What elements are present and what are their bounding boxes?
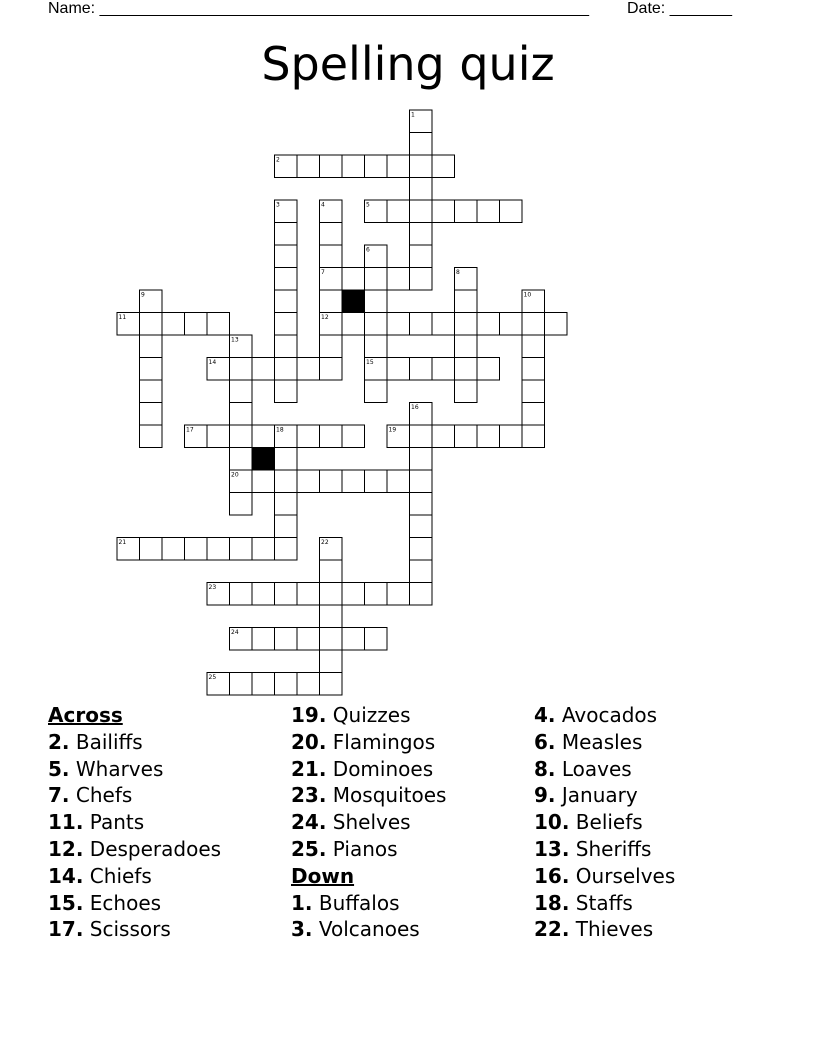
grid-cell[interactable] bbox=[230, 403, 253, 426]
grid-cell[interactable] bbox=[410, 133, 433, 156]
clue-number-label: 17 bbox=[186, 426, 194, 434]
clue-text: Sheriffs bbox=[575, 836, 652, 861]
clue-text: Echoes bbox=[89, 890, 162, 915]
clue-number: 3. bbox=[291, 917, 313, 942]
grid-cell[interactable] bbox=[320, 583, 343, 606]
grid-cell[interactable] bbox=[387, 358, 410, 381]
clue-number: 22. bbox=[534, 917, 570, 942]
grid-cell[interactable] bbox=[342, 628, 365, 651]
clue-number-label: 1 bbox=[411, 111, 415, 119]
grid-cell[interactable] bbox=[275, 358, 298, 381]
grid-cell[interactable] bbox=[275, 628, 298, 651]
grid-cell[interactable] bbox=[297, 583, 320, 606]
grid-cell[interactable] bbox=[320, 605, 343, 628]
clue-number: 5. bbox=[48, 756, 70, 781]
clue-text: Wharves bbox=[75, 756, 164, 781]
clue-number-label: 25 bbox=[208, 674, 217, 681]
grid-cell[interactable] bbox=[387, 268, 410, 291]
grid-cell[interactable] bbox=[410, 583, 433, 606]
clue-number-label: 18 bbox=[276, 426, 284, 434]
grid-cell[interactable] bbox=[477, 358, 500, 381]
clue-text: Desperadoes bbox=[89, 836, 222, 861]
grid-cell[interactable] bbox=[320, 155, 343, 178]
clue-item bbox=[534, 756, 675, 783]
clue-number-label: 10 bbox=[523, 291, 532, 299]
clue-item bbox=[291, 729, 446, 756]
clue-item bbox=[48, 863, 221, 890]
grid-cell[interactable] bbox=[365, 290, 388, 313]
grid-cell[interactable] bbox=[410, 223, 433, 246]
clue-number: 12. bbox=[48, 836, 84, 861]
grid-cell[interactable] bbox=[410, 200, 433, 223]
grid-cell[interactable] bbox=[410, 313, 433, 336]
clue-number-label: 21 bbox=[118, 539, 127, 546]
clue-number-label: 11 bbox=[118, 314, 127, 321]
clue-number: 17. bbox=[48, 917, 84, 942]
clue-item bbox=[534, 916, 675, 943]
grid-cell[interactable] bbox=[252, 673, 275, 696]
grid-cell[interactable] bbox=[252, 358, 275, 381]
clue-text: Dominoes bbox=[332, 756, 434, 781]
grid-cell[interactable] bbox=[365, 583, 388, 606]
grid-cell[interactable] bbox=[432, 200, 455, 223]
grid-cell[interactable] bbox=[297, 628, 320, 651]
grid-cell[interactable] bbox=[342, 313, 365, 336]
clue-number: 21. bbox=[291, 756, 327, 781]
clue-column-1 bbox=[48, 702, 221, 943]
clue-number: 20. bbox=[291, 729, 327, 754]
clue-number: 18. bbox=[534, 890, 570, 915]
clue-number: 10. bbox=[534, 810, 570, 835]
grid-cell[interactable] bbox=[365, 380, 388, 403]
grid-cell[interactable] bbox=[477, 313, 500, 336]
grid-cell[interactable] bbox=[275, 583, 298, 606]
grid-cell[interactable] bbox=[320, 245, 343, 268]
grid-cell[interactable] bbox=[522, 313, 545, 336]
clue-number-label: 8 bbox=[456, 269, 460, 276]
grid-cell[interactable] bbox=[500, 425, 523, 448]
grid-cell[interactable] bbox=[410, 358, 433, 381]
clue-number-label: 12 bbox=[321, 314, 329, 321]
clue-text: January bbox=[561, 783, 638, 808]
clue-number: 7. bbox=[48, 783, 70, 808]
grid-cell[interactable] bbox=[297, 470, 320, 493]
grid-cell[interactable] bbox=[455, 335, 478, 358]
grid-cell[interactable] bbox=[365, 470, 388, 493]
clue-number: 19. bbox=[291, 703, 327, 727]
clue-text: Shelves bbox=[332, 810, 411, 835]
clue-number: 1. bbox=[291, 890, 313, 915]
clue-text: Flamingos bbox=[332, 729, 436, 754]
grid-cell[interactable] bbox=[365, 335, 388, 358]
grid-cell[interactable] bbox=[432, 425, 455, 448]
grid-cell[interactable] bbox=[297, 673, 320, 696]
grid-cell[interactable] bbox=[342, 470, 365, 493]
clue-text: Buffalos bbox=[318, 890, 400, 915]
grid-cell[interactable] bbox=[410, 245, 433, 268]
clue-item bbox=[534, 782, 675, 809]
grid-cell[interactable] bbox=[252, 425, 275, 448]
clue-text: Ourselves bbox=[575, 863, 676, 888]
grid-cell[interactable] bbox=[320, 650, 343, 673]
clue-item bbox=[534, 702, 675, 729]
clue-item bbox=[291, 702, 446, 729]
grid-cell[interactable] bbox=[432, 313, 455, 336]
grid-cell[interactable] bbox=[275, 290, 298, 313]
clue-text: Thieves bbox=[575, 917, 654, 942]
grid-cell[interactable] bbox=[342, 583, 365, 606]
grid-cell[interactable] bbox=[185, 313, 208, 336]
grid-cell[interactable] bbox=[230, 583, 253, 606]
grid-cell[interactable] bbox=[410, 268, 433, 291]
grid-cell[interactable] bbox=[342, 268, 365, 291]
clue-text: Scissors bbox=[89, 917, 171, 942]
grid-cell[interactable] bbox=[252, 538, 275, 561]
grid-cell[interactable] bbox=[455, 425, 478, 448]
clue-number: 15. bbox=[48, 890, 84, 915]
clue-number-label: 2 bbox=[276, 156, 280, 164]
clue-number: 24. bbox=[291, 810, 327, 835]
grid-cell[interactable] bbox=[522, 335, 545, 358]
grid-cell[interactable] bbox=[140, 425, 163, 448]
clue-item bbox=[48, 729, 221, 756]
clue-number: 13. bbox=[534, 836, 570, 861]
grid-cell[interactable] bbox=[387, 583, 410, 606]
grid-cell[interactable] bbox=[162, 538, 185, 561]
clue-number-label: 22 bbox=[321, 539, 329, 546]
grid-cell[interactable] bbox=[455, 313, 478, 336]
clue-item bbox=[291, 916, 446, 943]
grid-cell[interactable] bbox=[410, 493, 433, 516]
clue-number: 8. bbox=[534, 756, 556, 781]
grid-cell[interactable] bbox=[410, 538, 433, 561]
clue-text: Loaves bbox=[561, 756, 632, 781]
grid-cell[interactable] bbox=[522, 425, 545, 448]
clue-number-label: 6 bbox=[366, 246, 370, 254]
grid-cell[interactable] bbox=[140, 358, 163, 381]
black-cell bbox=[342, 290, 365, 313]
clue-text: Pianos bbox=[332, 836, 398, 861]
grid-cell[interactable] bbox=[320, 290, 343, 313]
grid-cell[interactable] bbox=[275, 335, 298, 358]
grid-cell[interactable] bbox=[455, 358, 478, 381]
clue-item bbox=[48, 836, 221, 863]
grid-cell[interactable] bbox=[275, 493, 298, 516]
clue-number-label: 14 bbox=[208, 359, 217, 366]
grid-cell[interactable] bbox=[522, 358, 545, 381]
clue-item bbox=[534, 836, 675, 863]
grid-cell[interactable] bbox=[365, 628, 388, 651]
grid-cell[interactable] bbox=[230, 358, 253, 381]
clue-text: Quizzes bbox=[332, 703, 411, 727]
clue-number-label: 24 bbox=[231, 629, 239, 636]
clue-item bbox=[48, 916, 221, 943]
clue-text: Measles bbox=[561, 729, 643, 754]
clue-number: 14. bbox=[48, 863, 84, 888]
grid-cell[interactable] bbox=[275, 673, 298, 696]
clue-item bbox=[291, 890, 446, 917]
grid-cell[interactable] bbox=[455, 290, 478, 313]
grid-cell[interactable] bbox=[207, 538, 230, 561]
clue-item bbox=[534, 729, 675, 756]
grid-cell[interactable] bbox=[140, 538, 163, 561]
clue-item bbox=[534, 890, 675, 917]
clue-item bbox=[291, 756, 446, 783]
grid-cell[interactable] bbox=[320, 425, 343, 448]
grid-cell[interactable] bbox=[410, 178, 433, 201]
grid-cell[interactable] bbox=[275, 448, 298, 471]
date-field[interactable]: Date: _______ bbox=[627, 0, 732, 17]
grid-cell[interactable] bbox=[522, 403, 545, 426]
black-cell bbox=[252, 448, 275, 471]
grid-cell[interactable] bbox=[320, 335, 343, 358]
grid-cell[interactable] bbox=[320, 560, 343, 583]
grid-cell[interactable] bbox=[230, 538, 253, 561]
grid-cell[interactable] bbox=[410, 560, 433, 583]
grid-cell[interactable] bbox=[230, 493, 253, 516]
clue-text: Pants bbox=[89, 810, 145, 835]
grid-cell[interactable] bbox=[230, 673, 253, 696]
grid-cell[interactable] bbox=[140, 313, 163, 336]
clue-number: 6. bbox=[534, 729, 556, 754]
clue-number: 16. bbox=[534, 863, 570, 888]
clue-text: Mosquitoes bbox=[332, 783, 447, 808]
clue-item bbox=[291, 782, 446, 809]
clue-item bbox=[534, 863, 675, 890]
grid-cell[interactable] bbox=[320, 673, 343, 696]
grid-cell[interactable] bbox=[365, 268, 388, 291]
clue-number-label: 20 bbox=[231, 471, 239, 479]
name-field[interactable]: Name: _______________________________________________________ bbox=[48, 0, 589, 17]
grid-cell[interactable] bbox=[275, 380, 298, 403]
clue-item bbox=[48, 809, 221, 836]
grid-cell[interactable] bbox=[297, 358, 320, 381]
grid-cell[interactable] bbox=[207, 313, 230, 336]
clue-item bbox=[48, 756, 221, 783]
grid-cell[interactable] bbox=[455, 380, 478, 403]
clue-text: Bailiffs bbox=[75, 729, 143, 754]
clue-item bbox=[48, 782, 221, 809]
clue-number-label: 15 bbox=[366, 359, 374, 366]
clue-text: Avocados bbox=[561, 703, 658, 727]
clue-text: Beliefs bbox=[575, 810, 643, 835]
clue-column-2 bbox=[291, 702, 446, 943]
grid-cell[interactable] bbox=[275, 515, 298, 538]
grid-cell[interactable] bbox=[432, 358, 455, 381]
across-heading: Across bbox=[48, 703, 123, 727]
grid-cell[interactable] bbox=[455, 200, 478, 223]
grid-cell[interactable] bbox=[140, 335, 163, 358]
page-title: Spelling quiz bbox=[261, 37, 555, 91]
clue-number: 23. bbox=[291, 783, 327, 808]
grid-cell[interactable] bbox=[230, 380, 253, 403]
clue-item bbox=[291, 836, 446, 863]
grid-cell[interactable] bbox=[275, 470, 298, 493]
grid-cell[interactable] bbox=[410, 448, 433, 471]
grid-cell[interactable] bbox=[410, 425, 433, 448]
grid-cell[interactable] bbox=[140, 403, 163, 426]
clue-item bbox=[291, 809, 446, 836]
clue-number-label: 23 bbox=[208, 584, 217, 591]
clue-number-label: 13 bbox=[231, 336, 239, 344]
grid-cell[interactable] bbox=[342, 155, 365, 178]
grid-cell[interactable] bbox=[477, 425, 500, 448]
grid-cell[interactable] bbox=[275, 245, 298, 268]
clue-text: Chiefs bbox=[89, 863, 152, 888]
grid-cell[interactable] bbox=[275, 268, 298, 291]
grid-cell[interactable] bbox=[320, 628, 343, 651]
grid-cell[interactable] bbox=[477, 200, 500, 223]
grid-cell[interactable] bbox=[252, 470, 275, 493]
grid-cell[interactable] bbox=[140, 380, 163, 403]
grid-cell[interactable] bbox=[252, 583, 275, 606]
clue-text: Staffs bbox=[575, 890, 633, 915]
clue-number-label: 4 bbox=[321, 201, 325, 209]
clue-item bbox=[534, 809, 675, 836]
grid-cell[interactable] bbox=[320, 223, 343, 246]
clue-number-label: 9 bbox=[141, 291, 145, 299]
grid-cell[interactable] bbox=[387, 200, 410, 223]
grid-cell[interactable] bbox=[410, 155, 433, 178]
grid-cell[interactable] bbox=[275, 538, 298, 561]
clue-number-label: 19 bbox=[388, 426, 397, 434]
grid-cell[interactable] bbox=[252, 628, 275, 651]
clue-text: Volcanoes bbox=[318, 917, 420, 942]
grid-cell[interactable] bbox=[162, 313, 185, 336]
grid-cell[interactable] bbox=[297, 155, 320, 178]
grid-cell[interactable] bbox=[275, 223, 298, 246]
grid-cell[interactable] bbox=[275, 313, 298, 336]
grid-cell[interactable] bbox=[500, 200, 523, 223]
grid-cell[interactable] bbox=[410, 515, 433, 538]
clue-item bbox=[48, 890, 221, 917]
grid-cell[interactable] bbox=[297, 425, 320, 448]
grid-cell[interactable] bbox=[387, 155, 410, 178]
grid-cell[interactable] bbox=[342, 425, 365, 448]
down-heading: Down bbox=[291, 863, 355, 888]
clue-number: 25. bbox=[291, 836, 327, 861]
grid-cell[interactable] bbox=[545, 313, 568, 336]
clue-number: 2. bbox=[48, 729, 70, 754]
grid-cell[interactable] bbox=[522, 380, 545, 403]
grid-cell[interactable] bbox=[207, 425, 230, 448]
clue-text: Chefs bbox=[75, 783, 133, 808]
clue-number: 9. bbox=[534, 783, 556, 808]
grid-cell[interactable] bbox=[432, 155, 455, 178]
clue-number-label: 16 bbox=[411, 404, 419, 411]
clue-number-label: 7 bbox=[321, 269, 325, 276]
grid-cell[interactable] bbox=[365, 155, 388, 178]
grid-cell[interactable] bbox=[410, 470, 433, 493]
grid-cell[interactable] bbox=[230, 448, 253, 471]
clue-number-label: 5 bbox=[366, 201, 370, 209]
grid-cell[interactable] bbox=[387, 470, 410, 493]
grid-cell[interactable] bbox=[365, 313, 388, 336]
grid-cell[interactable] bbox=[185, 538, 208, 561]
clue-number: 4. bbox=[534, 703, 556, 727]
grid-cell[interactable] bbox=[230, 425, 253, 448]
clue-number: 11. bbox=[48, 810, 84, 835]
grid-cell[interactable] bbox=[320, 358, 343, 381]
grid-cell[interactable] bbox=[387, 313, 410, 336]
grid-cell[interactable] bbox=[500, 313, 523, 336]
clue-column-3 bbox=[534, 702, 675, 943]
clue-number-label: 3 bbox=[276, 201, 280, 209]
grid-cell[interactable] bbox=[320, 470, 343, 493]
